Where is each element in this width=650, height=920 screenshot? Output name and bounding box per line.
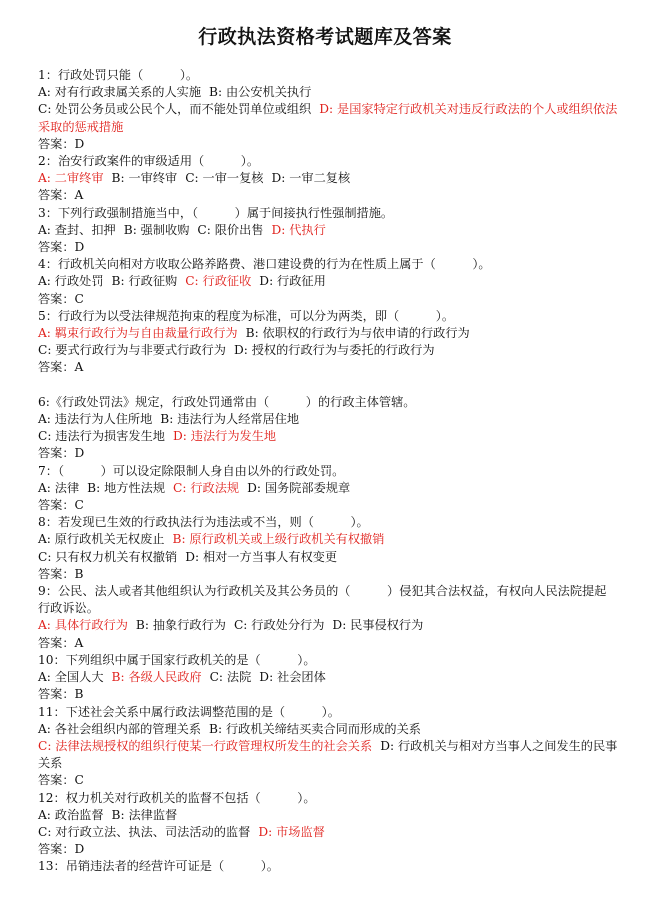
option: C: 行政处分行为 bbox=[233, 618, 325, 633]
option: B: 违法行为人经常居住地 bbox=[160, 412, 300, 427]
option-row bbox=[38, 669, 618, 686]
answer-text: 答案：B bbox=[38, 687, 84, 702]
question-text: 7：（ ）可以设定除限制人身自由以外的行政处罚。 bbox=[38, 463, 345, 478]
option: A: 违法行为人住所地 bbox=[38, 412, 153, 427]
question-text: 1：行政处罚只能（ ）。 bbox=[38, 68, 199, 82]
answer-text: 答案：C bbox=[38, 773, 84, 788]
correct-option: D: 市场监督 bbox=[258, 824, 325, 839]
question-text: 8：若发现已生效的行政执法行为违法或不当，则（ ）。 bbox=[38, 515, 369, 530]
option-row bbox=[38, 222, 618, 239]
option-row bbox=[38, 411, 618, 428]
option: A: 原行政机关无权废止 bbox=[38, 532, 165, 547]
option: D: 行政征用 bbox=[259, 274, 326, 289]
correct-option: B: 各级人民政府 bbox=[111, 670, 202, 685]
option: B: 行政征购 bbox=[111, 274, 178, 289]
option: A: 查封、扣押 bbox=[38, 222, 116, 237]
option-row bbox=[38, 325, 618, 342]
option: C: 法院 bbox=[209, 670, 252, 685]
option: A: 法律 bbox=[38, 480, 80, 495]
option: A: 全国人大 bbox=[38, 670, 104, 685]
option: C: 一审一复核 bbox=[185, 171, 264, 186]
option: C: 只有权力机关有权撤销 bbox=[38, 549, 178, 564]
option-row bbox=[38, 342, 618, 359]
option-row bbox=[38, 170, 618, 187]
option-row bbox=[38, 84, 618, 101]
correct-option: C: 行政法规 bbox=[173, 480, 240, 495]
answer-text: 答案：B bbox=[38, 566, 84, 581]
option: D: 一审二复核 bbox=[271, 171, 351, 186]
answer-text: 答案：C bbox=[38, 291, 84, 306]
question-text: 5：行政行为以受法律规范拘束的程度为标准，可以分为两类，即（ ）。 bbox=[38, 308, 455, 323]
question-text: 11：下述社会关系中属行政法调整范围的是（ ）。 bbox=[38, 704, 340, 719]
question-text: 12：权力机关对行政机关的监督不包括（ ）。 bbox=[38, 790, 316, 805]
answer-text: 答案：D bbox=[38, 136, 85, 151]
option: C: 处罚公务员或公民个人，而不能处罚单位或组织 bbox=[38, 102, 312, 117]
option: A: 各社会组织内部的管理关系 bbox=[38, 721, 202, 736]
option: A: 行政处罚 bbox=[38, 274, 104, 289]
option: B: 由公安机关执行 bbox=[209, 85, 312, 100]
question-text: 9：公民、法人或者其他组织认为行政机关及其公务员的（ ）侵犯其合法权益，有权向人民法院提起行政诉讼。 bbox=[38, 584, 607, 616]
correct-option: C: 法律法规授权的组织行使某一行政管理权所发生的社会关系 bbox=[38, 738, 373, 753]
question-text: 10：下列组织中属于国家行政机关的是（ ）。 bbox=[38, 652, 316, 667]
option-row bbox=[38, 428, 618, 445]
option: D: 社会团体 bbox=[259, 670, 326, 685]
question-text: 2：治安行政案件的审级适用（ ）。 bbox=[38, 154, 260, 169]
option: B: 地方性法规 bbox=[87, 480, 166, 495]
correct-option: D: 违法行为发生地 bbox=[173, 429, 277, 444]
option: B: 强制收购 bbox=[123, 222, 190, 237]
option: D: 国务院部委规章 bbox=[247, 480, 351, 495]
option-row bbox=[38, 273, 618, 290]
option: C: 违法行为损害发生地 bbox=[38, 429, 165, 444]
answer-text: 答案：A bbox=[38, 360, 84, 375]
option: B: 一审终审 bbox=[111, 171, 178, 186]
answer-text: 答案：D bbox=[38, 446, 85, 461]
option-row bbox=[38, 549, 618, 566]
correct-option: A: 二审终审 bbox=[38, 171, 104, 186]
question-text: 3：下列行政强制措施当中，（ ）属于间接执行性强制措施。 bbox=[38, 205, 394, 220]
question-text: 13：吊销违法者的经营许可证是（ ）。 bbox=[38, 859, 279, 874]
option: D: 相对一方当事人有权变更 bbox=[185, 549, 338, 564]
correct-option: D: 是国家特定行政机关对违反行政法的个人或组织依法采取的惩戒措施 bbox=[38, 102, 618, 134]
option: C: 对行政立法、执法、司法活动的监督 bbox=[38, 824, 251, 839]
answer-text: 答案：A bbox=[38, 635, 84, 650]
option-row bbox=[38, 101, 618, 135]
answer-text: 答案：D bbox=[38, 240, 85, 255]
correct-option: D: 代执行 bbox=[271, 222, 326, 237]
option: A: 对有行政隶属关系的人实施 bbox=[38, 85, 202, 100]
correct-option: C: 行政征收 bbox=[185, 274, 252, 289]
option: C: 限价出售 bbox=[197, 222, 264, 237]
option: B: 抽象行政行为 bbox=[135, 618, 226, 633]
answer-text: 答案：C bbox=[38, 498, 84, 513]
option: B: 法律监督 bbox=[111, 807, 178, 822]
option-row bbox=[38, 807, 618, 824]
blank-line bbox=[38, 377, 618, 394]
correct-option: A: 羁束行政行为与自由裁量行政行为 bbox=[38, 326, 238, 341]
option-row bbox=[38, 531, 618, 548]
answer-text: 答案：A bbox=[38, 188, 84, 203]
option: B: 行政机关缔结买卖合同而形成的关系 bbox=[209, 721, 421, 736]
question-text: 4：行政机关向相对方收取公路养路费、港口建设费的行为在性质上属于（ ）。 bbox=[38, 257, 491, 272]
correct-option: B: 原行政机关或上级行政机关有权撤销 bbox=[172, 532, 385, 547]
correct-option: A: 具体行政行为 bbox=[38, 618, 128, 633]
option: D: 民事侵权行为 bbox=[332, 618, 424, 633]
page-title: 行政执法资格考试题库及答案 bbox=[198, 26, 452, 48]
option-row bbox=[38, 738, 618, 772]
option-row bbox=[38, 824, 618, 841]
option-row bbox=[38, 721, 618, 738]
answer-text: 答案：D bbox=[38, 842, 85, 857]
option: B: 依职权的行政行为与依申请的行政行为 bbox=[245, 326, 470, 341]
option: D: 授权的行政行为与委托的行政行为 bbox=[233, 343, 435, 358]
option-row bbox=[38, 617, 618, 634]
option: A: 政治监督 bbox=[38, 807, 104, 822]
option: C: 要式行政行为与非要式行政行为 bbox=[38, 343, 226, 358]
option-row bbox=[38, 480, 618, 497]
question-text: 6:《行政处罚法》规定，行政处罚通常由（ ）的行政主体管辖。 bbox=[38, 394, 416, 409]
question-list bbox=[38, 67, 618, 876]
option: D: 行政机关与相对方当事人之间发生的民事关系 bbox=[38, 738, 618, 771]
